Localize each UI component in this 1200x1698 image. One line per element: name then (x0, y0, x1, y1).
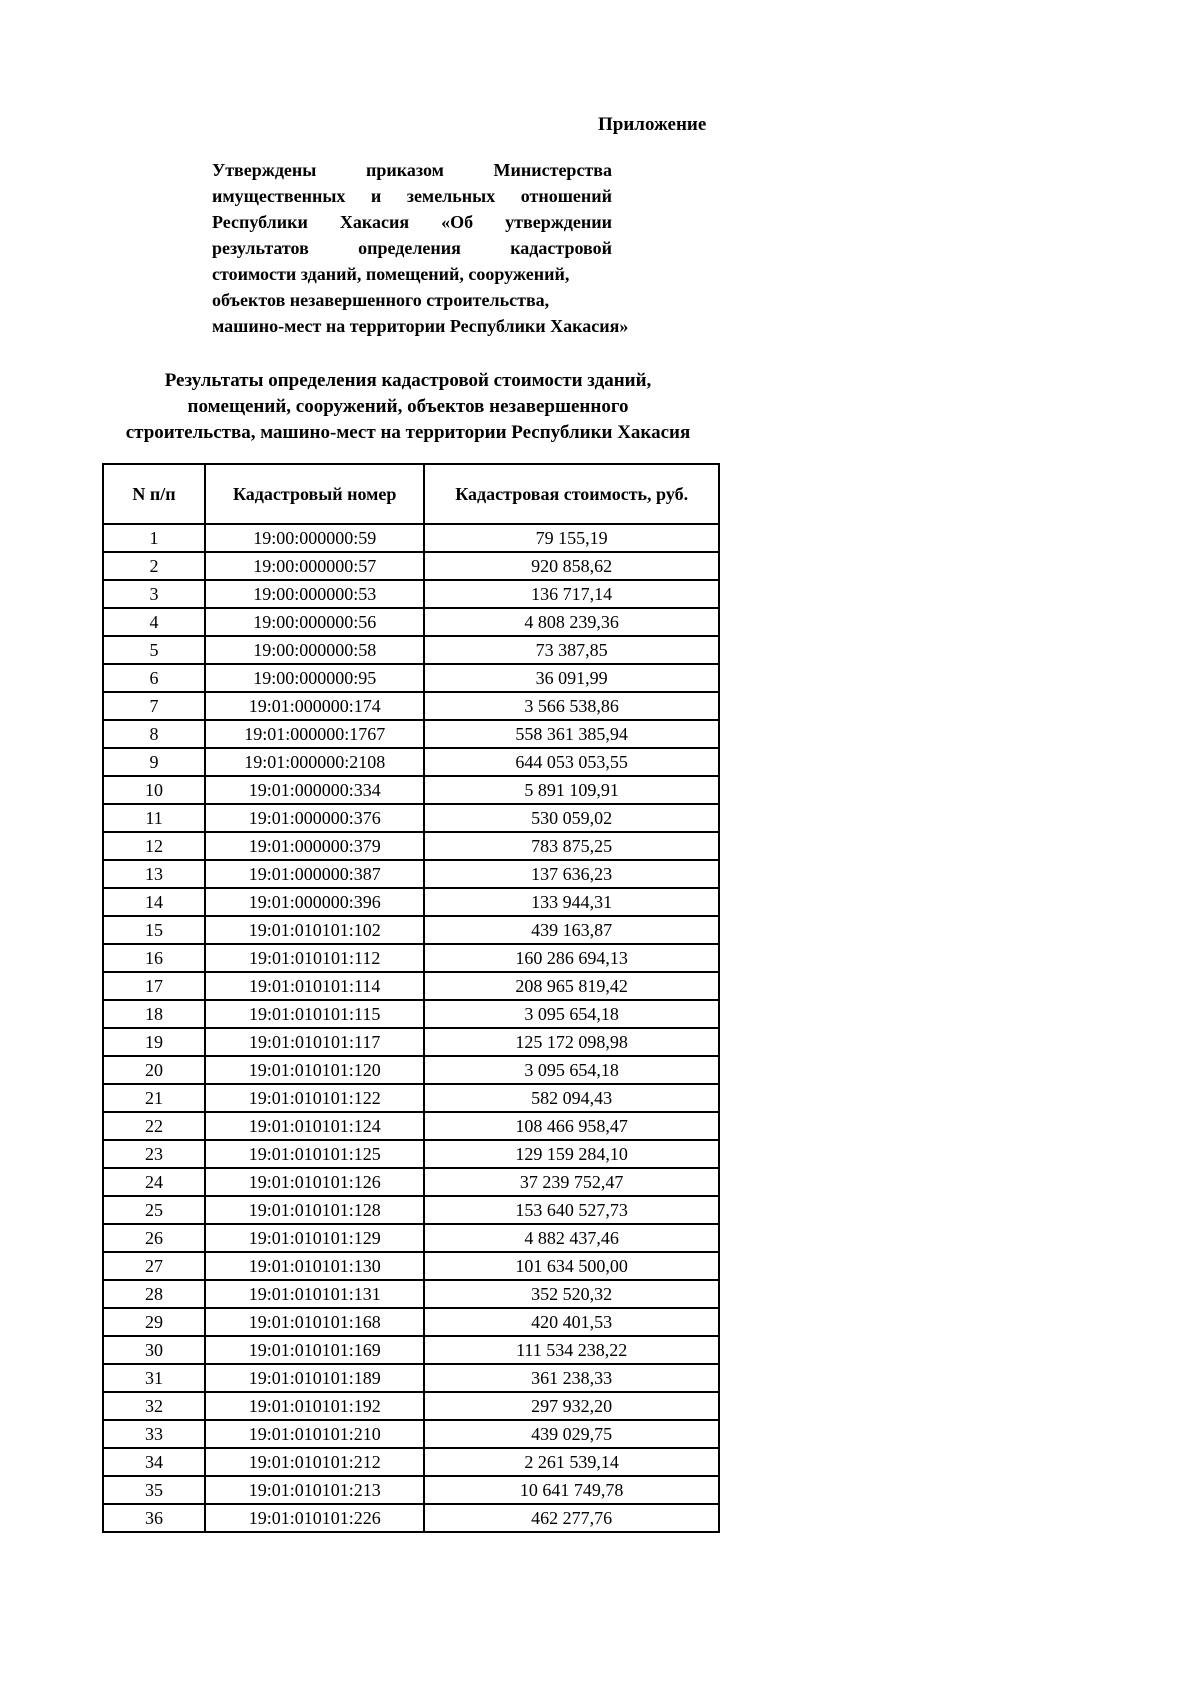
cell-number: 8 (103, 720, 205, 748)
cell-number: 36 (103, 1504, 205, 1532)
cell-number: 3 (103, 580, 205, 608)
table-row (103, 580, 719, 608)
cell-number: 1 (103, 524, 205, 552)
cell-number: 17 (103, 972, 205, 1000)
cell-number: 11 (103, 804, 205, 832)
title-line: помещений, сооружений, объектов незавершенного (187, 396, 629, 417)
table-row (103, 1000, 719, 1028)
cell-number: 14 (103, 888, 205, 916)
cell-cadastral-number: 19:01:010101:102 (205, 916, 424, 944)
approval-line: машино-мест на территории Республики Хакасия» (212, 316, 629, 336)
cell-cadastral-cost: 297 932,20 (424, 1392, 719, 1420)
cell-cadastral-number: 19:01:000000:379 (205, 832, 424, 860)
cell-cadastral-cost: 439 163,87 (424, 916, 719, 944)
cell-cadastral-number: 19:00:000000:56 (205, 608, 424, 636)
cell-cadastral-number: 19:01:010101:120 (205, 1056, 424, 1084)
table-row (103, 720, 719, 748)
header-cadastral-number: Кадастровый номер (205, 464, 424, 524)
cell-cadastral-cost: 111 534 238,22 (424, 1336, 719, 1364)
cell-cadastral-cost: 361 238,33 (424, 1364, 719, 1392)
cell-cadastral-number: 19:01:010101:125 (205, 1140, 424, 1168)
approval-line: имущественных и земельных отношений (212, 186, 612, 206)
cell-cadastral-cost: 108 466 958,47 (424, 1112, 719, 1140)
cell-cadastral-number: 19:00:000000:95 (205, 664, 424, 692)
cell-cadastral-cost: 3 095 654,18 (424, 1000, 719, 1028)
appendix-label: Приложение (598, 114, 707, 135)
document-title (90, 368, 726, 446)
cell-cadastral-number: 19:01:000000:376 (205, 804, 424, 832)
cell-cadastral-number: 19:00:000000:59 (205, 524, 424, 552)
table-row (103, 972, 719, 1000)
table-row (103, 1224, 719, 1252)
table-row (103, 1336, 719, 1364)
approval-block (212, 157, 629, 339)
cell-cadastral-cost: 5 891 109,91 (424, 776, 719, 804)
table-row (103, 524, 719, 552)
table-row (103, 832, 719, 860)
cell-number: 32 (103, 1392, 205, 1420)
cell-number: 31 (103, 1364, 205, 1392)
cell-cadastral-cost: 644 053 053,55 (424, 748, 719, 776)
table-row (103, 608, 719, 636)
cell-cadastral-number: 19:01:010101:112 (205, 944, 424, 972)
cell-cadastral-cost: 129 159 284,10 (424, 1140, 719, 1168)
table-row (103, 1364, 719, 1392)
cell-cadastral-number: 19:01:010101:126 (205, 1168, 424, 1196)
cell-number: 10 (103, 776, 205, 804)
table-row (103, 1112, 719, 1140)
cell-cadastral-number: 19:01:010101:189 (205, 1364, 424, 1392)
cell-number: 15 (103, 916, 205, 944)
cell-cadastral-number: 19:01:010101:130 (205, 1252, 424, 1280)
cell-cadastral-cost: 530 059,02 (424, 804, 719, 832)
cell-cadastral-cost: 462 277,76 (424, 1504, 719, 1532)
cell-number: 9 (103, 748, 205, 776)
cell-number: 16 (103, 944, 205, 972)
table-row (103, 636, 719, 664)
cell-cadastral-cost: 4 882 437,46 (424, 1224, 719, 1252)
approval-line: стоимости зданий, помещений, сооружений, (212, 264, 570, 284)
title-line: Результаты определения кадастровой стоимости зданий, (164, 370, 652, 391)
cell-number: 4 (103, 608, 205, 636)
cell-cadastral-number: 19:01:000000:396 (205, 888, 424, 916)
cell-cadastral-cost: 101 634 500,00 (424, 1252, 719, 1280)
table-row (103, 1308, 719, 1336)
cell-cadastral-cost: 420 401,53 (424, 1308, 719, 1336)
cell-cadastral-number: 19:01:010101:168 (205, 1308, 424, 1336)
cell-cadastral-cost: 783 875,25 (424, 832, 719, 860)
table-row (103, 1420, 719, 1448)
cell-cadastral-number: 19:01:010101:212 (205, 1448, 424, 1476)
cell-cadastral-cost: 352 520,32 (424, 1280, 719, 1308)
cell-cadastral-cost: 439 029,75 (424, 1420, 719, 1448)
cell-cadastral-number: 19:01:010101:114 (205, 972, 424, 1000)
cell-cadastral-number: 19:00:000000:53 (205, 580, 424, 608)
table-row (103, 552, 719, 580)
cell-cadastral-number: 19:01:010101:192 (205, 1392, 424, 1420)
cell-cadastral-number: 19:01:000000:174 (205, 692, 424, 720)
cell-cadastral-cost: 79 155,19 (424, 524, 719, 552)
table-row (103, 916, 719, 944)
cell-number: 23 (103, 1140, 205, 1168)
table-row (103, 1196, 719, 1224)
cell-number: 13 (103, 860, 205, 888)
cell-cadastral-cost: 36 091,99 (424, 664, 719, 692)
cell-number: 2 (103, 552, 205, 580)
cell-cadastral-cost: 10 641 749,78 (424, 1476, 719, 1504)
cell-cadastral-number: 19:01:010101:131 (205, 1280, 424, 1308)
cell-cadastral-cost: 125 172 098,98 (424, 1028, 719, 1056)
table-header-row (103, 464, 719, 524)
table-row (103, 1140, 719, 1168)
cell-number: 19 (103, 1028, 205, 1056)
approval-line: Утверждены приказом Министерства (212, 160, 612, 180)
cell-cadastral-number: 19:01:010101:226 (205, 1504, 424, 1532)
table-row (103, 748, 719, 776)
cell-cadastral-cost: 558 361 385,94 (424, 720, 719, 748)
cell-cadastral-cost: 153 640 527,73 (424, 1196, 719, 1224)
cell-cadastral-number: 19:01:010101:124 (205, 1112, 424, 1140)
table-row (103, 804, 719, 832)
cell-cadastral-number: 19:01:010101:115 (205, 1000, 424, 1028)
cell-number: 27 (103, 1252, 205, 1280)
table-row (103, 888, 719, 916)
cell-cadastral-number: 19:01:010101:213 (205, 1476, 424, 1504)
cell-number: 33 (103, 1420, 205, 1448)
cell-cadastral-number: 19:01:000000:2108 (205, 748, 424, 776)
cell-cadastral-cost: 37 239 752,47 (424, 1168, 719, 1196)
approval-line: результатов определения кадастровой (212, 238, 612, 258)
cell-number: 28 (103, 1280, 205, 1308)
table-row (103, 1280, 719, 1308)
cell-cadastral-number: 19:00:000000:57 (205, 552, 424, 580)
table-row (103, 664, 719, 692)
cell-cadastral-number: 19:01:010101:169 (205, 1336, 424, 1364)
cell-cadastral-cost: 3 095 654,18 (424, 1056, 719, 1084)
cell-cadastral-number: 19:01:000000:387 (205, 860, 424, 888)
table-row (103, 1028, 719, 1056)
cell-cadastral-number: 19:01:010101:128 (205, 1196, 424, 1224)
cell-number: 18 (103, 1000, 205, 1028)
header-number: N п/п (103, 464, 205, 524)
cell-cadastral-cost: 3 566 538,86 (424, 692, 719, 720)
cell-cadastral-number: 19:01:000000:1767 (205, 720, 424, 748)
cell-cadastral-number: 19:01:010101:210 (205, 1420, 424, 1448)
cell-cadastral-number: 19:00:000000:58 (205, 636, 424, 664)
cell-cadastral-cost: 136 717,14 (424, 580, 719, 608)
table-row (103, 1476, 719, 1504)
cell-number: 34 (103, 1448, 205, 1476)
cell-cadastral-cost: 133 944,31 (424, 888, 719, 916)
table-row (103, 1084, 719, 1112)
cell-cadastral-cost: 73 387,85 (424, 636, 719, 664)
cell-number: 30 (103, 1336, 205, 1364)
cell-number: 6 (103, 664, 205, 692)
cell-number: 21 (103, 1084, 205, 1112)
cell-cadastral-number: 19:01:010101:122 (205, 1084, 424, 1112)
table-row (103, 776, 719, 804)
cell-number: 7 (103, 692, 205, 720)
header-cadastral-cost: Кадастровая стоимость, руб. (424, 464, 719, 524)
table-row (103, 1168, 719, 1196)
cell-cadastral-cost: 920 858,62 (424, 552, 719, 580)
cell-number: 29 (103, 1308, 205, 1336)
cell-number: 35 (103, 1476, 205, 1504)
cell-cadastral-number: 19:01:000000:334 (205, 776, 424, 804)
table-row (103, 1448, 719, 1476)
approval-line: объектов незавершенного строительства, (212, 290, 550, 310)
cell-cadastral-number: 19:01:010101:129 (205, 1224, 424, 1252)
table-row (103, 944, 719, 972)
cell-number: 5 (103, 636, 205, 664)
title-line: строительства, машино-мест на территории Республики Хакасия (125, 422, 691, 443)
cell-number: 26 (103, 1224, 205, 1252)
cadastral-cost-table (102, 463, 720, 1533)
cell-number: 24 (103, 1168, 205, 1196)
table-row (103, 1056, 719, 1084)
table-row (103, 1392, 719, 1420)
table-row (103, 1252, 719, 1280)
cell-number: 25 (103, 1196, 205, 1224)
cell-number: 12 (103, 832, 205, 860)
table-row (103, 860, 719, 888)
table-row (103, 1504, 719, 1532)
cell-cadastral-cost: 160 286 694,13 (424, 944, 719, 972)
cell-cadastral-number: 19:01:010101:117 (205, 1028, 424, 1056)
cell-number: 22 (103, 1112, 205, 1140)
cell-cadastral-cost: 582 094,43 (424, 1084, 719, 1112)
approval-line: Республики Хакасия «Об утверждении (212, 212, 612, 232)
table-row (103, 692, 719, 720)
cell-cadastral-cost: 2 261 539,14 (424, 1448, 719, 1476)
cell-cadastral-cost: 4 808 239,36 (424, 608, 719, 636)
cell-cadastral-cost: 137 636,23 (424, 860, 719, 888)
cell-cadastral-cost: 208 965 819,42 (424, 972, 719, 1000)
table-body (103, 524, 719, 1532)
cell-number: 20 (103, 1056, 205, 1084)
